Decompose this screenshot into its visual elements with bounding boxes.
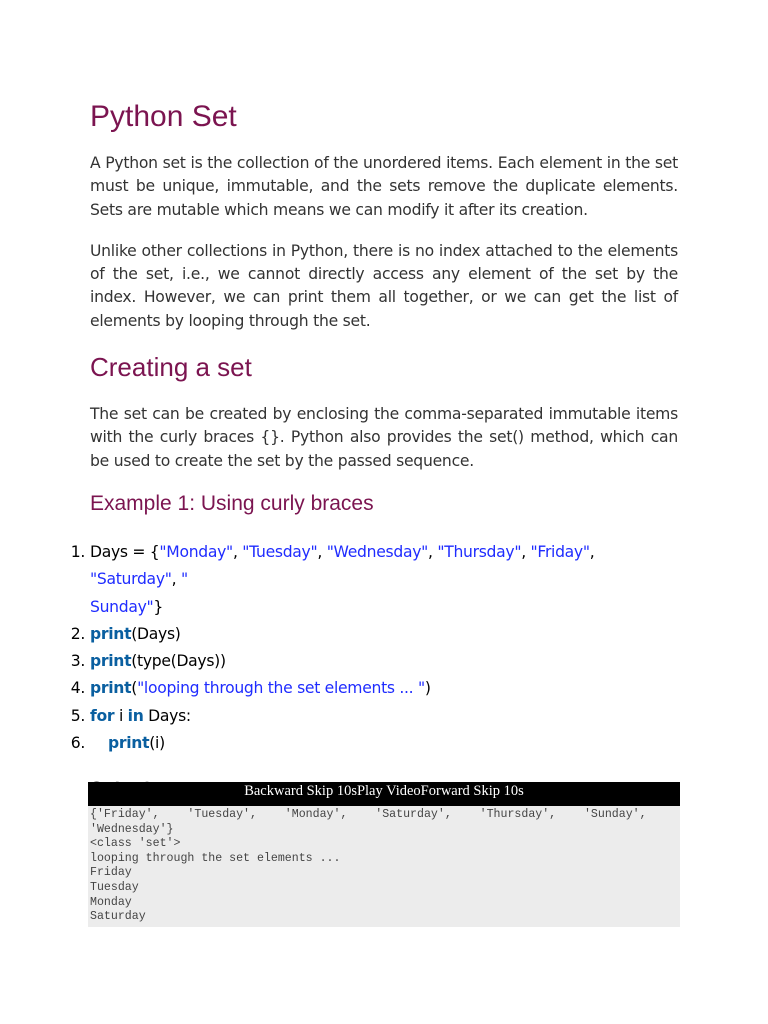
intro-paragraph: A Python set is the collection of the unordered items. Each element in the set must be unique, immutable, and the sets remove the duplicate elements. Sets are mutable which means we can modify it after its creation.	[90, 154, 678, 219]
code-line-6	[70, 730, 678, 757]
creating-paragraph: The set can be created by enclosing the comma-separated immutable items with the curly braces {}. Python also provides the set() method, which can be used to create the set by the passed sequence.	[90, 405, 678, 470]
keyword: print	[108, 734, 150, 753]
console-output: {'Friday', 'Tuesday', 'Monday', 'Saturday', 'Thursday', 'Sunday', 'Wednesday'} <class 'set'> looping through the set elements ... Friday Tuesday Monday Saturday	[90, 808, 647, 924]
string-literal: Sunday"	[90, 597, 154, 616]
line-number: 2.	[70, 624, 85, 643]
code-text: )	[424, 679, 431, 698]
code-text: (	[131, 679, 138, 698]
code-line-3	[70, 648, 678, 675]
keyword: in	[127, 706, 144, 725]
string-literal: "looping through the set elements ... "	[137, 679, 425, 698]
code-line-2	[70, 621, 678, 648]
line-number: 4.	[70, 679, 85, 698]
separator: ,	[232, 542, 243, 561]
string-literal: "Monday"	[159, 542, 233, 561]
string-literal: "Tuesday"	[242, 542, 318, 561]
string-literal: "Thursday"	[437, 542, 522, 561]
code-text: (i)	[149, 734, 165, 753]
line-number: 1.	[70, 542, 85, 561]
string-literal: "Wednesday"	[326, 542, 429, 561]
example-heading: Example 1: Using curly braces	[90, 491, 374, 515]
page-title: Python Set	[90, 100, 237, 133]
line-number: 3.	[70, 652, 85, 671]
code-text: Days = {	[90, 542, 160, 561]
separator: ,	[317, 542, 327, 561]
article	[70, 96, 678, 799]
section-heading-creating: Creating a set	[90, 352, 252, 383]
code-line-5	[70, 703, 678, 730]
code-line-4	[70, 675, 678, 702]
separator: ,	[428, 542, 438, 561]
string-literal: "Saturday"	[90, 570, 172, 589]
keyword: print	[90, 679, 132, 698]
line-number: 5.	[70, 706, 85, 725]
line-number: 6.	[70, 734, 85, 753]
code-text: }	[153, 597, 164, 616]
separator: ,	[521, 542, 531, 561]
code-text: (Days)	[131, 624, 181, 643]
separator: ,	[589, 542, 595, 561]
code-text: (type(Days))	[131, 652, 226, 671]
keyword: for	[90, 706, 115, 725]
code-listing	[70, 539, 678, 757]
keyword: print	[90, 652, 132, 671]
keyword: print	[90, 624, 132, 643]
string-literal: "Friday"	[530, 542, 590, 561]
string-literal: "	[180, 570, 188, 589]
output-box	[88, 782, 680, 927]
code-line-1	[70, 539, 678, 621]
separator: ,	[171, 570, 181, 589]
code-text: i	[114, 706, 128, 725]
video-controls-bar[interactable]: Backward Skip 10sPlay VideoForward Skip 10s	[88, 782, 680, 806]
index-paragraph: Unlike other collections in Python, there is no index attached to the elements of the set, i.e., we cannot directly access any element of the set by the index. However, we can print them all together, or we can get the list of elements by looping through the set.	[90, 241, 678, 330]
code-text: Days:	[143, 706, 191, 725]
